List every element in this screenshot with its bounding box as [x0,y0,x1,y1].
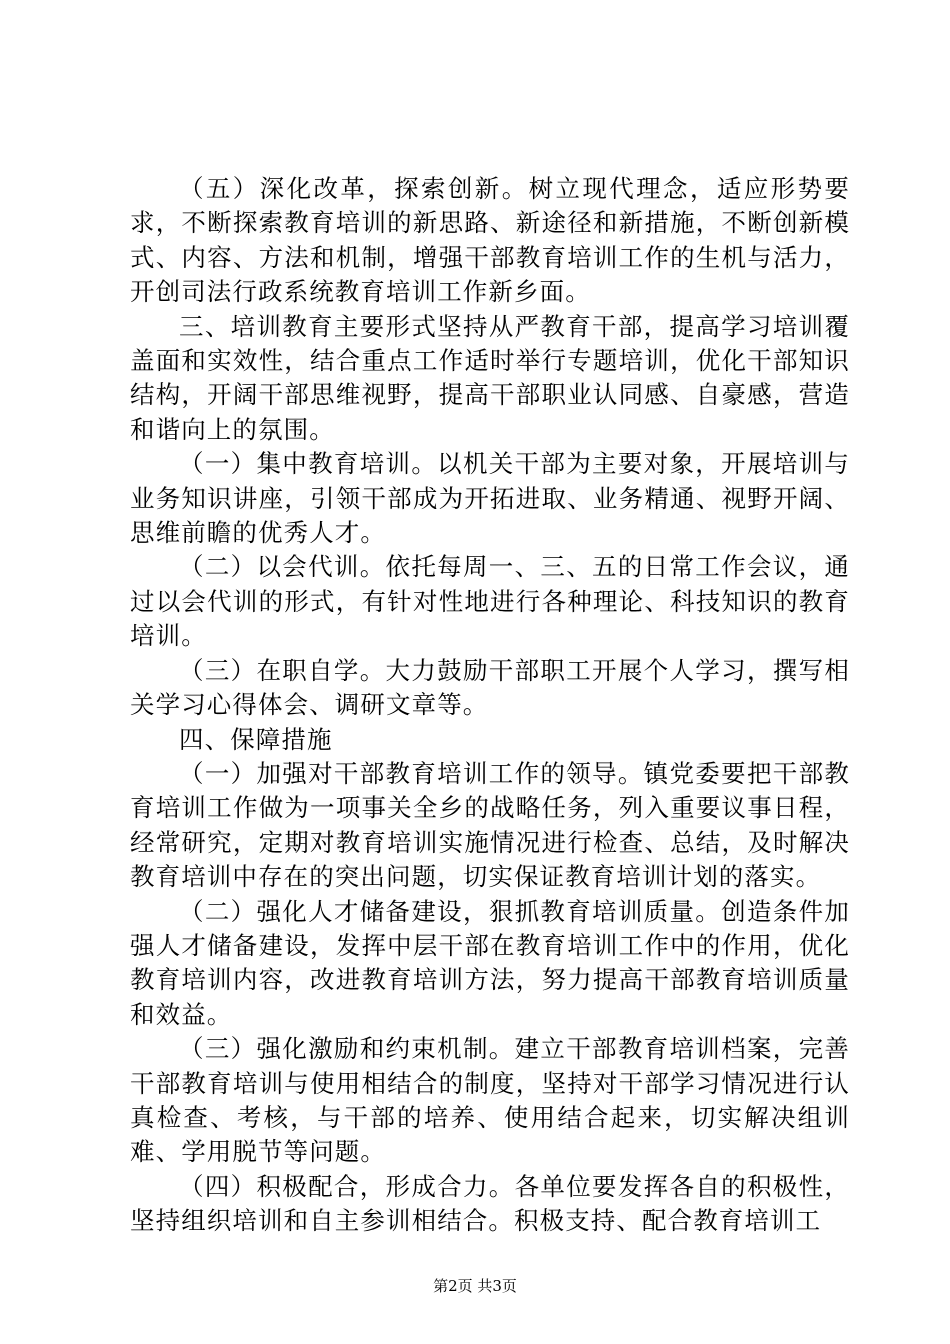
paragraph: （一）集中教育培训。以机关干部为主要对象，开展培训与业务知识讲座，引领干部成为开拓进取、业务精通、视野开阔、思维前瞻的优秀人才。 [130,449,850,548]
paragraph: （五）深化改革，探索创新。树立现代理念，适应形势要求，不断探索教育培训的新思路、新途径和新措施，不断创新模式、内容、方法和机制，增强干部教育培训工作的生机与活力，开创司法行政系统教育培训工作新乡面。 [130,174,850,307]
page-number-footer: 第2页 共3页 [433,1277,517,1295]
document-body [130,172,850,1239]
paragraph: （三）在职自学。大力鼓励干部职工开展个人学习，撰写相关学习心得体会、调研文章等。 [130,655,850,720]
paragraph: （二）以会代训。依托每周一、三、五的日常工作会议，通过以会代训的形式，有针对性地进行各种理论、科技知识的教育培训。 [130,552,850,651]
paragraph: （四）积极配合，形成合力。各单位要发挥各自的积极性，坚持组织培训和自主参训相结合。积极支持、配合教育培训工 [130,1171,850,1236]
paragraph: （一）加强对干部教育培训工作的领导。镇党委要把干部教育培训工作做为一项事关全乡的战略任务，列入重要议事日程，经常研究，定期对教育培训实施情况进行检查、总结，及时解决教育培训中存在的突出问题，切实保证教育培训计划的落实。 [130,758,850,892]
paragraph: 三、培训教育主要形式坚持从严教育干部，提高学习培训覆盖面和实效性，结合重点工作适时举行专题培训，优化干部知识结构，开阔干部思维视野，提高干部职业认同感、自豪感，营造和谐向上的氛围。 [130,311,850,444]
paragraph: （二）强化人才储备建设，狠抓教育培训质量。创造条件加强人才储备建设，发挥中层干部在教育培训工作中的作用，优化教育培训内容，改进教育培训方法，努力提高干部教育培训质量和效益。 [130,896,850,1029]
paragraph: （三）强化激励和约束机制。建立干部教育培训档案，完善干部教育培训与使用相结合的制度，坚持对干部学习情况进行认真检查、考核，与干部的培养、使用结合起来，切实解决组训难、学用脱节等问题。 [130,1034,850,1167]
section-heading: 四、保障措施 [179,724,333,754]
